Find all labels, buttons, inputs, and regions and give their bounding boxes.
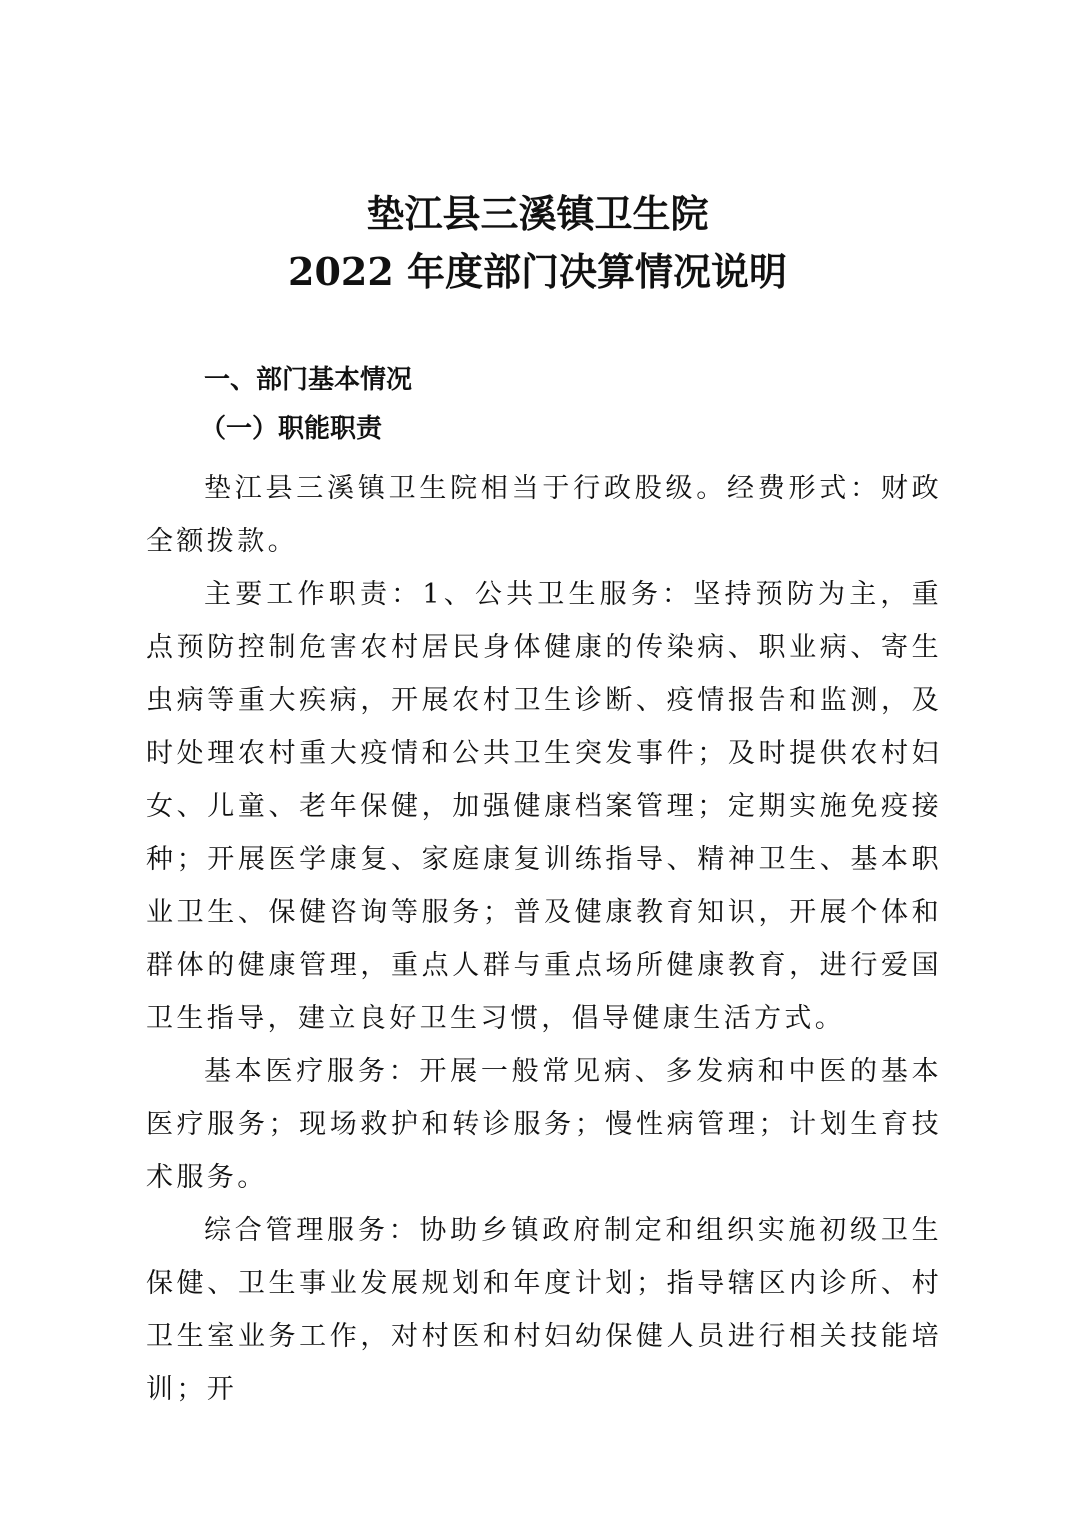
document-title-line1: 垫江县三溪镇卫生院: [366, 191, 709, 236]
paragraph-basic-medical-services: 基本医疗服务：开展一般常见病、多发病和中医的基本医疗服务；现场救护和转诊服务；慢性病管理；计划生育技术服务。: [146, 1056, 942, 1193]
section-heading-basic-info: 一、部门基本情况: [204, 365, 413, 395]
document-body: [146, 462, 942, 1416]
paragraph-main-duties: 主要工作职责：1、公共卫生服务：坚持预防为主，重点预防控制危害农村居民身体健康的传染病、职业病、寄生虫病等重大疾病，开展农村卫生诊断、疫情报告和监测，及时处理农村重大疫情和公共卫生突发事件；及时提供农村妇女、儿童、老年保健，加强健康档案管理；定期实施免疫接种；开展医学康复、家庭康复训练指导、精神卫生、基本职业卫生、保健咨询等服务；普及健康教育知识，开展个体和群体的健康管理，重点人群与重点场所健康教育，进行爱国卫生指导，建立良好卫生习惯，倡导健康生活方式。: [146, 579, 942, 1034]
paragraph-management-services: 综合管理服务：协助乡镇政府制定和组织实施初级卫生保健、卫生事业发展规划和年度计划；指导辖区内诊所、村卫生室业务工作，对村医和村妇幼保健人员进行相关技能培训；开: [146, 1215, 942, 1405]
paragraph-institution-level: 垫江县三溪镇卫生院相当于行政股级。经费形式：财政全额拨款。: [146, 473, 942, 557]
subsection-heading-duties: （一）职能职责: [200, 414, 383, 444]
document-title-line2: 2022 年度部门决算情况说明: [288, 249, 787, 294]
